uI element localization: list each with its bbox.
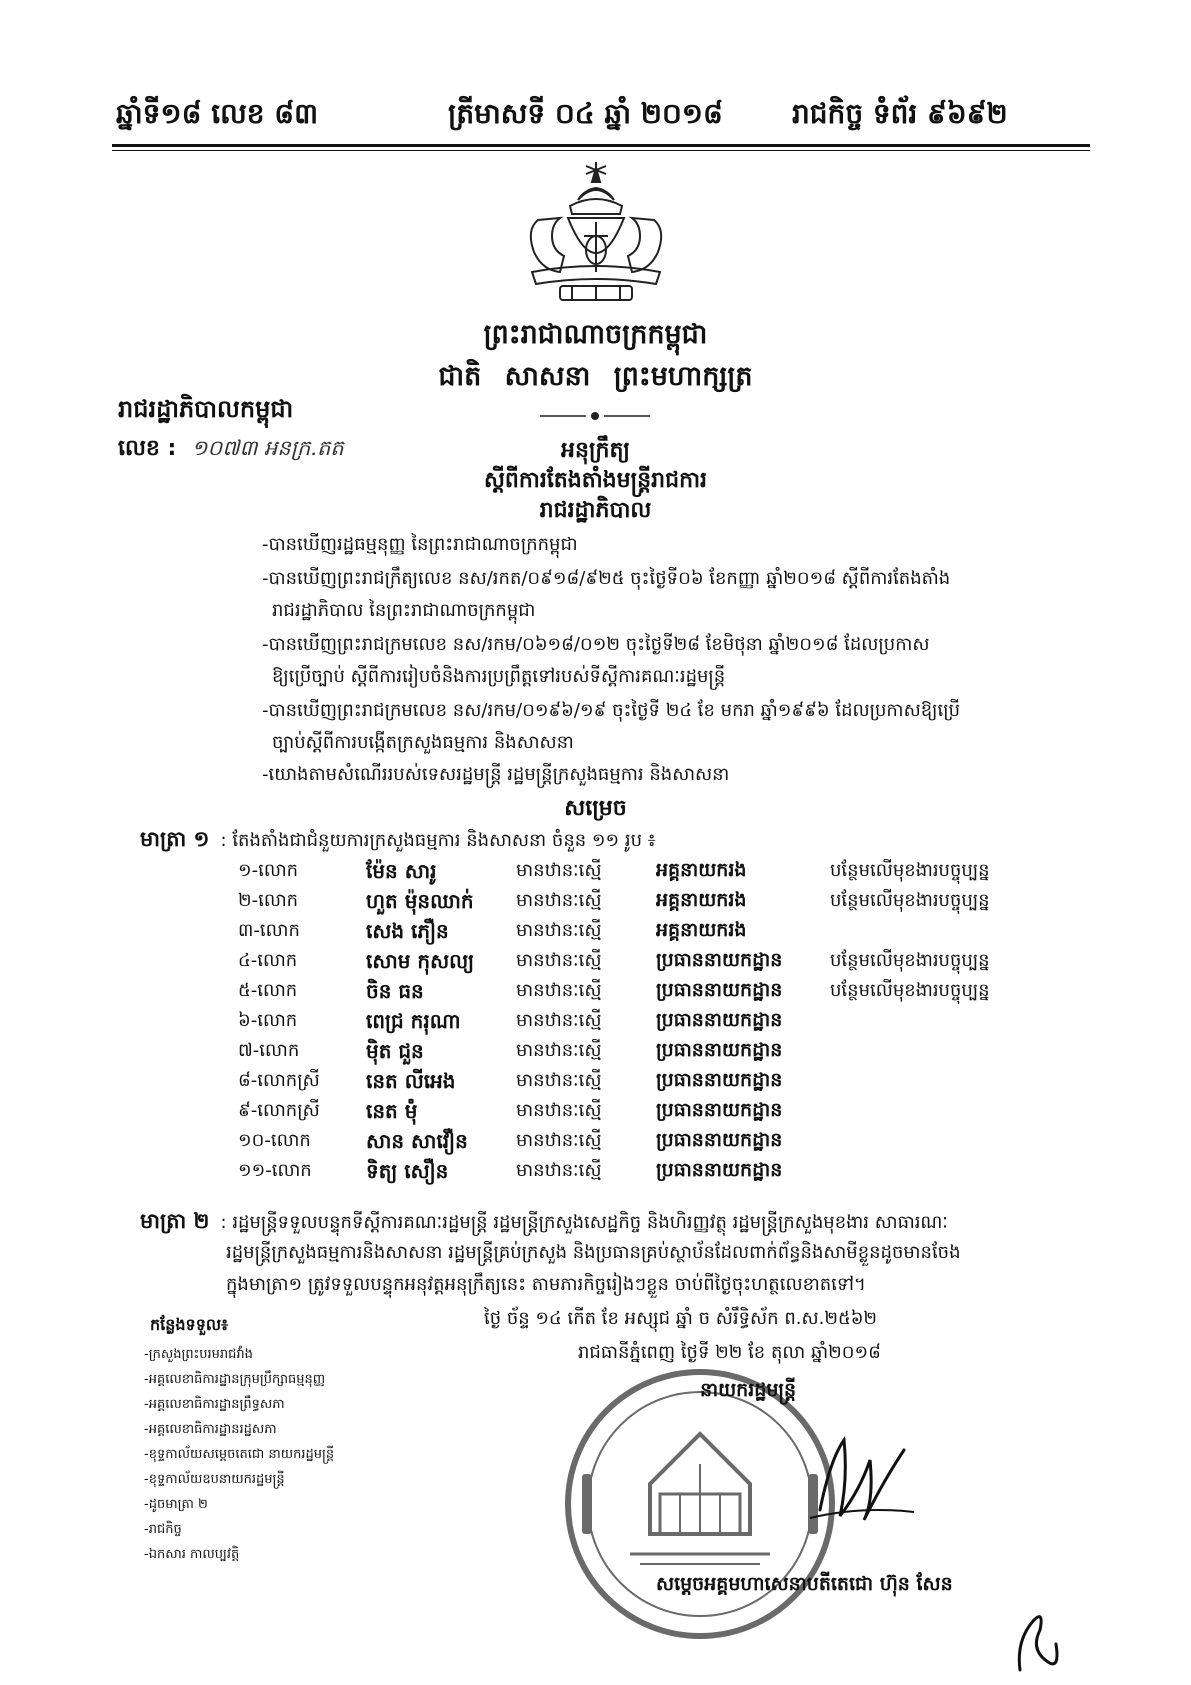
appointee-name: សាន សាវឿន xyxy=(366,1129,468,1153)
recipient-item: -អគ្គលេខាធិការដ្ឋានក្រុមប្រឹក្សាធម្មនុញ្ញ xyxy=(144,1372,326,1387)
article-2 xyxy=(140,1208,948,1239)
recipient-item: -អគ្គលេខាធិការដ្ឋានរដ្ឋសភា xyxy=(144,1422,277,1437)
table-row xyxy=(0,1098,1191,1128)
appointee-note: បន្ថែមលើមុខងារបច្ចុប្បន្ន xyxy=(830,950,990,971)
table-row xyxy=(0,1008,1191,1038)
appointee-title: ៧-លោក xyxy=(238,1040,300,1061)
table-row xyxy=(0,1128,1191,1158)
article-1-text: : តែងតាំងជាជំនួយការក្រសួងធម្មការ និងសាសនា ចំនួន ១១ រូប ៖ xyxy=(220,830,656,851)
ornament-divider xyxy=(540,410,650,422)
appointee-status: មានឋានៈស្មើ xyxy=(516,1160,602,1181)
appointee-rank: ប្រធាននាយកដ្ឋាន xyxy=(656,1159,783,1181)
gazette-volume: ឆ្នាំទី១៨ លេខ ៨៣ xyxy=(116,97,319,130)
appointee-name: ហួត ម៉ុនឈាក់ xyxy=(366,889,474,913)
preamble-line: ច្បាប់ស្តីពីការបង្កើតក្រសួងធម្មការ និងសាសនា xyxy=(272,732,574,753)
appointee-status: មានឋានៈស្មើ xyxy=(516,980,602,1001)
appointee-title: ១០-លោក xyxy=(238,1130,311,1151)
appointee-name: សេង ភឿន xyxy=(366,919,449,943)
appointee-note: បន្ថែមលើមុខងារបច្ចុប្បន្ន xyxy=(830,980,990,1001)
appointee-status: មានឋានៈស្មើ xyxy=(516,1010,602,1031)
recipient-item: -ក្រសួងព្រះបរមរាជវាំង xyxy=(144,1347,253,1362)
appointee-title: ២-លោក xyxy=(238,890,299,911)
appointee-name: ពេជ្រ ករុណា xyxy=(366,1009,461,1033)
reference-label: លេខ : xyxy=(118,436,177,461)
national-motto: ជាតិ សាសនា ព្រះមហាក្សត្រ xyxy=(438,361,753,392)
page-label: រាជកិច្ច ទំព័រ xyxy=(792,97,918,130)
article-2-line3: ក្នុងមាត្រា១ ត្រូវទទួលបន្ទុកអនុវត្តអនុក្រឹត្យនេះ តាមភារកិច្ចរៀងៗខ្លួន ចាប់ពីថ្ងៃចុះហត្ថលេខាតទៅ។ xyxy=(226,1274,866,1295)
appointee-title: ៦-លោក xyxy=(238,1010,298,1031)
appointee-rank: ប្រធាននាយកដ្ឋាន xyxy=(656,1069,783,1091)
handwritten-signature xyxy=(800,1420,920,1530)
appointee-name: សោម កុសល្យ xyxy=(366,949,475,973)
decision-heading: សម្រេច xyxy=(564,796,627,821)
appointee-name: ទិត្យ សឿន xyxy=(366,1159,449,1183)
reference-value: ១០៧៣ អនក្រ.តត xyxy=(191,436,344,460)
appointee-rank: ប្រធាននាយកដ្ឋាន xyxy=(656,1039,783,1061)
table-row xyxy=(0,1158,1191,1188)
appointee-rank: ប្រធាននាយកដ្ឋាន xyxy=(656,1129,783,1151)
appointee-rank: ប្រធាននាយកដ្ឋាន xyxy=(656,1099,783,1121)
appointee-name: នេត លីអេង xyxy=(366,1069,456,1093)
appointee-title: ៣-លោក xyxy=(238,920,300,941)
appointees-table xyxy=(0,858,1191,1198)
doc-title-line3: រាជរដ្ឋាភិបាល xyxy=(539,498,652,523)
table-row xyxy=(0,888,1191,918)
appointee-rank: ប្រធាននាយកដ្ឋាន xyxy=(656,1009,783,1031)
appointee-rank: អគ្គនាយករង xyxy=(656,889,747,911)
header-rule-thin xyxy=(112,150,1090,151)
signatory-office: នាយករដ្ឋមន្ត្រី xyxy=(700,1379,797,1401)
issuing-authority: រាជរដ្ឋាភិបាលកម្ពុជា xyxy=(118,395,294,423)
preamble-line: រាជរដ្ឋាភិបាល នៃព្រះរាជាណាចក្រកម្ពុជា xyxy=(272,600,536,621)
appointee-status: មានឋានៈស្មើ xyxy=(516,860,602,881)
appointee-name: ម៉ិត ជួន xyxy=(366,1039,424,1063)
appointee-rank: អគ្គនាយករង xyxy=(656,919,747,941)
appointee-title: ៨-លោកស្រី xyxy=(238,1070,320,1091)
appointee-title: ៥-លោក xyxy=(238,980,298,1001)
appointee-name: ចិន ធន xyxy=(366,979,424,1003)
appointee-status: មានឋានៈស្មើ xyxy=(516,1040,602,1061)
appointee-status: មានឋានៈស្មើ xyxy=(516,1070,602,1091)
article-2-line2: រដ្ឋមន្ត្រីក្រសួងធម្មការនិងសាសនា រដ្ឋមន្ត្រីគ្រប់ក្រសួង និងប្រធានគ្រប់ស្ថាប័នដែលពាក់ព័ន្ធនិងសាមីខ្លួនដូចមានចែង xyxy=(226,1242,961,1263)
recipient-item: -ដូចមាត្រា ២ xyxy=(144,1497,208,1512)
appointee-status: មានឋានៈស្មើ xyxy=(516,920,602,941)
signatory-name: សម្តេចអគ្គមហាសេនាបតីតេជោ ហ៊ុន សែន xyxy=(656,1573,953,1595)
lunar-date: ថ្ងៃ ច័ន្ទ ១៤ កើត ខែ អស្សុជ ឆ្នាំ ច សំរឹទ្ធិស័ក ព.ស.២៥៦២ xyxy=(484,1308,878,1329)
appointee-name: នេត ម៉ុំ xyxy=(366,1099,418,1123)
gazette-quarter: ត្រីមាសទី ០៤ ឆ្នាំ ២០១៨ xyxy=(448,97,723,130)
doc-title-line1: អនុក្រឹត្យ xyxy=(561,438,630,463)
royal-coat-of-arms-emblem xyxy=(508,160,684,310)
appointee-rank: ប្រធាននាយកដ្ឋាន xyxy=(656,949,783,971)
page-number: ៩៦៩២ xyxy=(927,97,1008,130)
appointee-title: ១១-លោក xyxy=(238,1160,312,1181)
table-row xyxy=(0,948,1191,978)
appointee-rank: ប្រធាននាយកដ្ឋាន xyxy=(656,979,783,1001)
recipient-item: -អគ្គលេខាធិការដ្ឋានព្រឹទ្ធសភា xyxy=(144,1397,285,1412)
appointee-note: បន្ថែមលើមុខងារបច្ចុប្បន្ន xyxy=(830,860,990,881)
table-row xyxy=(0,1038,1191,1068)
preamble-line: -យោងតាមសំណើររបស់ទេសរដ្ឋមន្ត្រី រដ្ឋមន្ត្រីក្រសួងធម្មការ និងសាសនា xyxy=(262,764,730,785)
official-seal-stamp xyxy=(560,1364,840,1644)
marginal-initial-mark xyxy=(1000,1600,1080,1680)
recipients-list xyxy=(144,1314,335,1567)
article-2-label: មាត្រា ២ xyxy=(140,1209,210,1233)
appointee-title: ១-លោក xyxy=(238,860,299,881)
appointee-note: បន្ថែមលើមុខងារបច្ចុប្បន្ន xyxy=(830,890,990,911)
recipient-item: -ខុទ្ទកាល័យឧបនាយករដ្ឋមន្ត្រី xyxy=(144,1472,285,1487)
preamble-line: -បានឃើញព្រះរាជក្រមលេខ នស/រកម/០១៩៦/១៩ ចុះថ្ងៃទី ២៤ ខែ មករា ឆ្នាំ១៩៩៦ ដែលប្រកាសឱ្យប្រើ xyxy=(262,700,960,721)
recipient-item: -ឯកសារ កាលប្បវត្តិ xyxy=(144,1547,240,1562)
appointee-title: ៩-លោកស្រី xyxy=(238,1100,320,1121)
appointee-status: មានឋានៈស្មើ xyxy=(516,950,602,971)
article-2-line1: : រដ្ឋមន្ត្រីទទួលបន្ទុកទីស្តីការគណៈរដ្ឋមន្ត្រី រដ្ឋមន្ត្រីក្រសួងសេដ្ឋកិច្ច និងហិរញ្ញវត្ថុ រដ្ឋមន្ត្រីក្រសួងមុខងារ សាធារណៈ xyxy=(220,1212,948,1233)
appointee-name: ម៉ែន សារូ xyxy=(366,859,437,883)
appointee-status: មានឋានៈស្មើ xyxy=(516,1130,602,1151)
header-rule xyxy=(112,144,1090,147)
table-row xyxy=(0,858,1191,888)
gazette-page xyxy=(792,96,1008,137)
appointee-status: មានឋានៈស្មើ xyxy=(516,1100,602,1121)
appointee-rank: អគ្គនាយករង xyxy=(656,859,747,881)
table-row xyxy=(0,918,1191,948)
place-and-date: រាជធានីភ្នំពេញ ថ្ងៃទី ២២ ខែ តុលា ឆ្នាំ២០១៨ xyxy=(578,1342,881,1363)
preamble-line: -បានឃើញព្រះរាជក្រឹត្យលេខ នស/រកត/០៩១៨/៩២៥ ចុះថ្ងៃទី០៦ ខែកញ្ញា ឆ្នាំ២០១៨ ស្តីពីការតែងតាំង xyxy=(262,568,951,589)
doc-title-line2: ស្តីពីការតែងតាំងមន្ត្រីរាជការ xyxy=(483,468,707,493)
recipient-item: -រាជកិច្ច xyxy=(144,1522,182,1537)
table-row xyxy=(0,1068,1191,1098)
recipient-item: -ខុទ្ទកាល័យសម្តេចតេជោ នាយករដ្ឋមន្ត្រី xyxy=(144,1447,335,1462)
article-1 xyxy=(140,826,656,857)
preamble-line: -បានឃើញរដ្ឋធម្មនុញ្ញ នៃព្រះរាជាណាចក្រកម្ពុជា xyxy=(262,534,578,555)
appointee-title: ៤-លោក xyxy=(238,950,298,971)
preamble-line: ឱ្យប្រើច្បាប់ ស្តីពីការរៀបចំនិងការប្រព្រឹត្តទៅរបស់ទីស្តីការគណៈរដ្ឋមន្ត្រី xyxy=(272,666,726,687)
table-row xyxy=(0,978,1191,1008)
recipients-heading: កន្លែងទទួល៖ xyxy=(150,1315,229,1334)
kingdom-name: ព្រះរាជាណាចក្រកម្ពុជា xyxy=(483,319,708,350)
preamble-line: -បានឃើញព្រះរាជក្រមលេខ នស/រកម/០៦១៨/០១២ ចុះថ្ងៃទី២៨ ខែមិថុនា ឆ្នាំ២០១៨ ដែលប្រកាស xyxy=(262,634,930,655)
article-1-label: មាត្រា ១ xyxy=(140,827,210,851)
appointee-status: មានឋានៈស្មើ xyxy=(516,890,602,911)
